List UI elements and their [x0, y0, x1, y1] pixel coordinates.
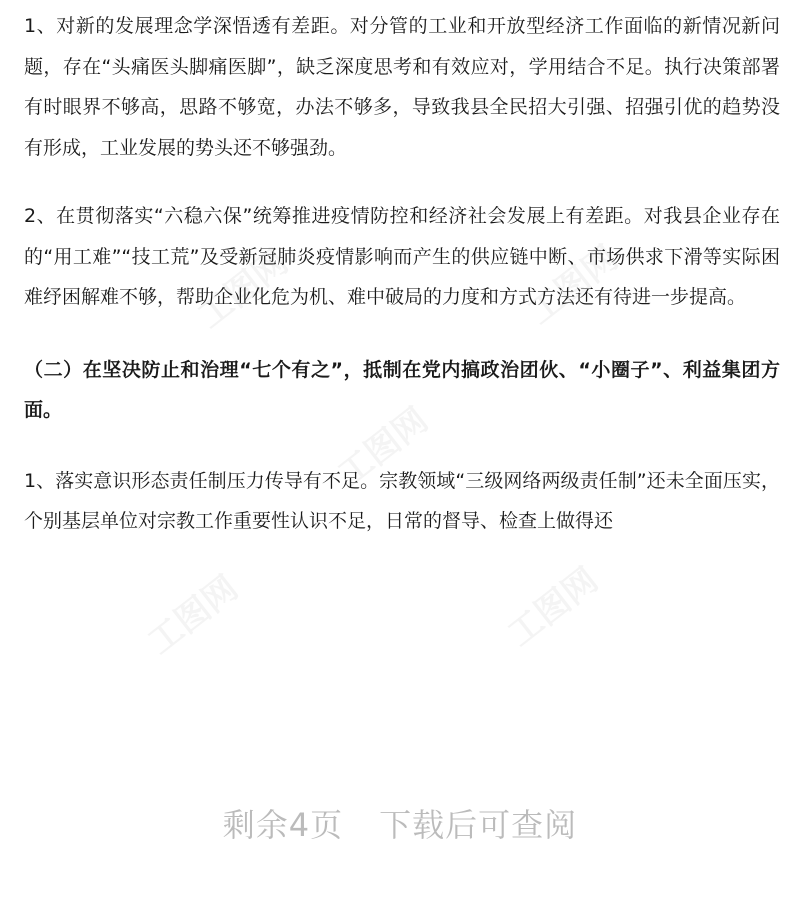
section-heading: （二）在坚决防止和治理“七个有之”，抵制在党内搞政治团伙、“小圈子”、利益集团方面。	[24, 358, 780, 421]
document-body	[24, 6, 780, 542]
download-to-read-text: 下载后可查阅	[379, 806, 578, 844]
watermark: 工图网	[520, 238, 626, 333]
paragraph-2: 2、在贯彻落实“六稳六保”统筹推进疫情防控和经济社会发展上有差距。对我县企业存在的“用工难”“技工荒”及受新冠肺炎疫情影响而产生的供应链中断、市场供求下滑等实际困难纾困解难不够，帮助企业化危为机、难中破局的力度和方式方法还有待进一步提高。	[24, 205, 780, 308]
paragraph-1: 1、对新的发展理念学深悟透有差距。对分管的工业和开放型经济工作面临的新情况新问题，存在“头痛医头脚痛医脚”，缺乏深度思考和有效应对，学用结合不足。执行决策部署有时眼界不够高，思路不够宽，办法不够多，导致我县全民招大引强、招强引优的趋势没有形成，工业发展的势头还不够强劲。	[24, 15, 780, 159]
paragraph-3: 1、落实意识形态责任制压力传导有不足。宗教领域“三级网络两级责任制”还未全面压实，个别基层单位对宗教工作重要性认识不足，日常的督导、检查上做得还	[24, 469, 780, 532]
watermark: 工图网	[140, 568, 246, 663]
download-prompt[interactable]	[0, 800, 800, 846]
remaining-pages-text: 剩余4页	[222, 806, 344, 844]
watermark: 工图网	[330, 400, 436, 495]
watermark: 工图网	[500, 560, 606, 655]
watermark: 工图网	[190, 242, 296, 337]
